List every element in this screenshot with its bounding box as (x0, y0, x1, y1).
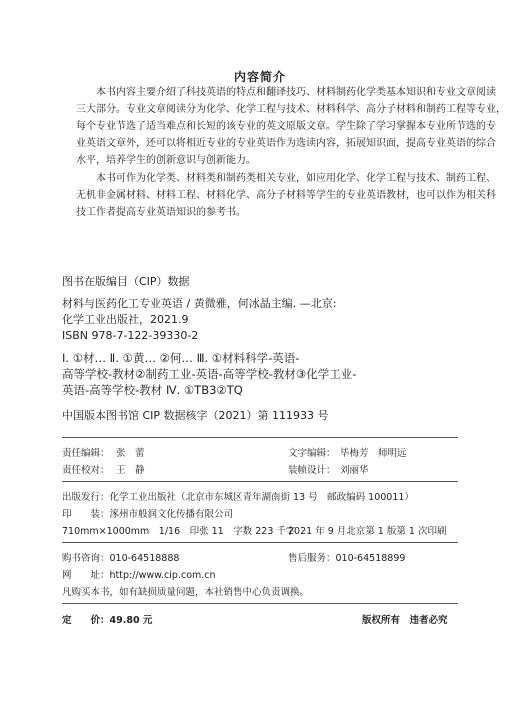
intro-paragraph-1 (76, 84, 506, 169)
proofreader-label: 责任校对： (62, 465, 110, 476)
intro-line: 无机非金属材料、材料工程、材料化学、高分子材料等学生的专业英语教材，也可以作为相关科 (76, 190, 496, 201)
intro-line: 业英语文章外，还可以将相近专业的专业英语作为选读内容，拓展知识面，提高专业英语的综合 (76, 138, 496, 149)
designer-value: 刘丽华 (340, 465, 369, 476)
editor-value: 张 蕾 (116, 448, 145, 459)
cip-record (62, 296, 336, 344)
quality-notice: 凡购买本书，如有缺损质量问题，本社销售中心负责调换。 (62, 587, 310, 598)
format-line: 710mm×1000mm 1/16 印张 11 字数 223 千字 (62, 526, 296, 537)
intro-line: 三大部分。专业文章阅读分为化学、化学工程与技术、材料科学、高分子材料和制药工程等专业， (76, 104, 506, 115)
editor-label: 责任编辑： (62, 448, 110, 459)
cip-class-line: 英语-高等学校-教材 Ⅳ. ①TB3②TQ (62, 383, 243, 397)
divider (62, 481, 458, 482)
divider (62, 603, 458, 604)
divider (62, 542, 458, 543)
price-line: 定 价：49.80 元 (62, 615, 153, 626)
rights-notice: 版权所有 违者必究 (362, 615, 448, 626)
purchase-contact: 购书咨询：010-64518888 (62, 553, 180, 564)
intro-line: 本书内容主要介绍了科技英语的特点和翻译技巧、材料制药化学类基本知识和专业文章阅读 (96, 87, 496, 98)
cip-line: ISBN 978-7-122-39330-2 (62, 329, 199, 342)
cip-class-line: Ⅰ. ①材… Ⅱ. ①黄… ②何… Ⅲ. ①材料科学-英语- (62, 351, 300, 365)
publisher-line: 出版发行：化学工业出版社（北京市东城区青年湖南街 13 号 邮政编码 100011） (62, 492, 414, 503)
cip-heading: 图书在版编目（CIP）数据 (62, 275, 190, 288)
website-line: 网 址：http://www.cip.com.cn (62, 570, 216, 581)
edition-line: 2021 年 9 月北京第 1 版第 1 次印刷 (288, 526, 447, 537)
intro-line: 本书可作为化学类、材料类和制药类相关专业，如应用化学、化学工程与技术、制药工程、 (96, 173, 496, 184)
cip-classification (62, 350, 356, 398)
service-contact: 售后服务：010-64518899 (288, 553, 406, 564)
intro-paragraph-2 (76, 170, 496, 221)
cip-line: 化学工业出版社，2021.9 (62, 313, 189, 326)
intro-line: 每个专业节选了适当难点和长短的该专业的英文原版文章。学生除了学习掌握本专业所节选的专 (76, 121, 496, 132)
intro-line: 技工作者提高专业英语知识的参考书。 (76, 207, 246, 218)
cip-line: 材料与医药化工专业英语 / 黄微雅，何冰晶主编. —北京: (62, 297, 337, 310)
text-editor-value: 毕梅芳 师明远 (340, 448, 407, 459)
designer-label: 装帧设计： (288, 465, 336, 476)
cip-record-number: 中国版本图书馆 CIP 数据核字（2021）第 111933 号 (62, 409, 329, 422)
proofreader-value: 王 静 (116, 465, 145, 476)
text-editor-label: 文字编辑： (288, 448, 336, 459)
printer-line: 印 装：涿州市般润文化传播有限公司 (62, 509, 234, 520)
intro-line: 水平，培养学生的创新意识与创新能力。 (76, 155, 256, 166)
divider (62, 437, 458, 438)
intro-title: 内容简介 (233, 70, 286, 84)
cip-class-line: 高等学校-教材②制药工业-英语-高等学校-教材③化学工业- (62, 367, 357, 381)
